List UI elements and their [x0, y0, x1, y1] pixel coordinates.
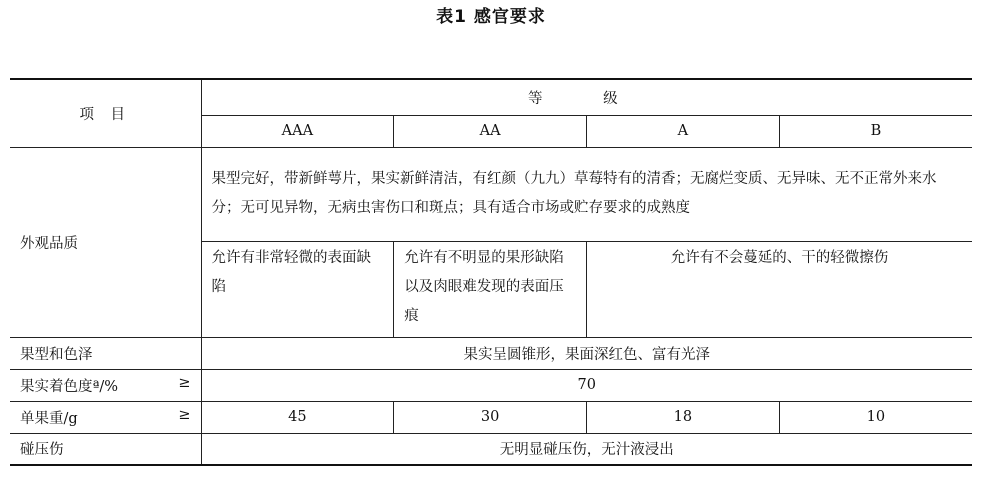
appearance-row-general	[10, 147, 972, 241]
appearance-general: 果型完好，带新鲜萼片，果实新鲜清洁，有红颜（九九）草莓特有的清香；无腐烂变质、无异味、无不正常外来水分；无可见异物，无病虫害伤口和斑点；具有适合市场或贮存要求的成熟度	[201, 147, 972, 241]
single-weight-row	[10, 401, 972, 433]
single-weight-b: 10	[779, 401, 972, 433]
header-row-grade	[10, 79, 972, 115]
header-item: 项 目	[10, 79, 201, 147]
shape-color-label: 果型和色泽	[10, 337, 201, 369]
single-weight-aaa: 45	[201, 401, 394, 433]
bruise-label: 碰压伤	[10, 433, 201, 465]
single-weight-label: 单果重/g	[20, 410, 78, 427]
appearance-aaa: 允许有非常轻微的表面缺陷	[201, 241, 394, 337]
bruise-value: 无明显碰压伤，无汁液浸出	[201, 433, 972, 465]
level-aaa: AAA	[201, 115, 394, 147]
single-weight-label-cell	[10, 401, 201, 433]
coloration-value: 70	[201, 369, 972, 401]
appearance-label: 外观品质	[10, 147, 201, 337]
single-weight-comparator: ≥	[178, 406, 191, 423]
coloration-comparator: ≥	[178, 374, 191, 391]
level-aa: AA	[394, 115, 587, 147]
single-weight-a: 18	[587, 401, 780, 433]
table-caption: 表1 感官要求	[436, 7, 546, 27]
sensory-requirements-table	[10, 78, 972, 466]
single-weight-aa: 30	[394, 401, 587, 433]
shape-color-value: 果实呈圆锥形，果面深红色、富有光泽	[201, 337, 972, 369]
level-b: B	[779, 115, 972, 147]
coloration-label-cell	[10, 369, 201, 401]
appearance-aa: 允许有不明显的果形缺陷以及肉眼难发现的表面压痕	[394, 241, 587, 337]
coloration-label: 果实着色度ª/%	[20, 378, 119, 395]
appearance-a-b: 允许有不会蔓延的、干的轻微擦伤	[587, 241, 973, 337]
level-a: A	[587, 115, 780, 147]
header-grade: 等 级	[201, 79, 972, 115]
shape-color-row	[10, 337, 972, 369]
coloration-row	[10, 369, 972, 401]
bruise-row	[10, 433, 972, 465]
